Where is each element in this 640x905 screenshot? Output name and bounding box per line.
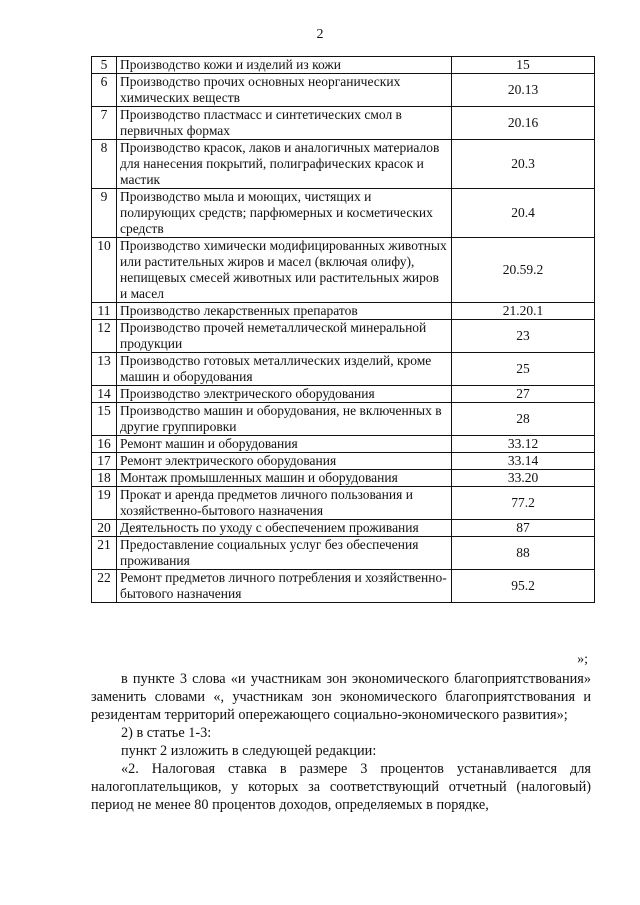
table-row (92, 57, 595, 74)
cell-code: 23 (452, 320, 595, 353)
cell-num: 18 (92, 470, 117, 487)
cell-code: 20.16 (452, 107, 595, 140)
cell-code: 88 (452, 537, 595, 570)
cell-code: 33.20 (452, 470, 595, 487)
table-row (92, 570, 595, 603)
table-row (92, 320, 595, 353)
cell-code: 95.2 (452, 570, 595, 603)
cell-num: 13 (92, 353, 117, 386)
cell-num: 11 (92, 303, 117, 320)
table-row (92, 403, 595, 436)
cell-name: Ремонт машин и оборудования (117, 436, 452, 453)
cell-num: 19 (92, 487, 117, 520)
cell-code: 20.3 (452, 140, 595, 189)
cell-code: 15 (452, 57, 595, 74)
table-row (92, 520, 595, 537)
cell-name: Производство красок, лаков и аналогичных материалов для нанесения покрытий, полиграфических красок и мастик (117, 140, 452, 189)
cell-name: Монтаж промышленных машин и оборудования (117, 470, 452, 487)
cell-num: 22 (92, 570, 117, 603)
cell-name: Прокат и аренда предметов личного пользования и хозяйственно-бытового назначения (117, 487, 452, 520)
table-row (92, 487, 595, 520)
cell-name: Деятельность по уходу с обеспечением проживания (117, 520, 452, 537)
closing-quote: »; (577, 652, 588, 667)
cell-name: Производство машин и оборудования, не включенных в другие группировки (117, 403, 452, 436)
cell-name: Ремонт предметов личного потребления и хозяйственно-бытового назначения (117, 570, 452, 603)
cell-name: Предоставление социальных услуг без обеспечения проживания (117, 537, 452, 570)
cell-name: Производство электрического оборудования (117, 386, 452, 403)
cell-name: Производство лекарственных препаратов (117, 303, 452, 320)
cell-code: 28 (452, 403, 595, 436)
cell-num: 17 (92, 453, 117, 470)
cell-num: 15 (92, 403, 117, 436)
cell-num: 5 (92, 57, 117, 74)
cell-num: 12 (92, 320, 117, 353)
table-row (92, 453, 595, 470)
table-row (92, 238, 595, 303)
table-row (92, 107, 595, 140)
table-row (92, 436, 595, 453)
table-row (92, 386, 595, 403)
paragraph-quote: «2. Налоговая ставка в размере 3 процентов устанавливается для налогоплательщиков, у которых за соответствующий отчетный (налоговый) период не менее 80 процентов доходов, определяемых в порядке, (91, 761, 591, 813)
table-row (92, 303, 595, 320)
cell-num: 21 (92, 537, 117, 570)
cell-name: Ремонт электрического оборудования (117, 453, 452, 470)
cell-num: 6 (92, 74, 117, 107)
cell-name: Производство мыла и моющих, чистящих и полирующих средств; парфюмерных и косметических средств (117, 189, 452, 238)
cell-code: 20.4 (452, 189, 595, 238)
table-row (92, 74, 595, 107)
cell-num: 8 (92, 140, 117, 189)
cell-code: 20.13 (452, 74, 595, 107)
page-number: 2 (316, 27, 324, 42)
table-row (92, 470, 595, 487)
cell-name: Производство кожи и изделий из кожи (117, 57, 452, 74)
cell-code: 87 (452, 520, 595, 537)
cell-num: 14 (92, 386, 117, 403)
cell-num: 10 (92, 238, 117, 303)
cell-num: 9 (92, 189, 117, 238)
paragraph-amendment: в пункте 3 слова «и участникам зон экономического благоприятствования» заменить словами «, участникам зон экономического благоприятствования и резидентам территорий опережающего социально-экономического развития»; (91, 671, 591, 723)
table-row (92, 537, 595, 570)
paragraph-clause: пункт 2 изложить в следующей редакции: (121, 743, 377, 759)
table-row (92, 140, 595, 189)
cell-num: 16 (92, 436, 117, 453)
body-text (91, 670, 591, 814)
cell-code: 21.20.1 (452, 303, 595, 320)
cell-name: Производство химически модифицированных животных или растительных жиров и масел (включая олифу), непищевых смесей животных или растительных жиров и масел (117, 238, 452, 303)
cell-name: Производство прочих основных неорганических химических веществ (117, 74, 452, 107)
cell-code: 27 (452, 386, 595, 403)
cell-code: 20.59.2 (452, 238, 595, 303)
cell-name: Производство готовых металлических изделий, кроме машин и оборудования (117, 353, 452, 386)
cell-num: 20 (92, 520, 117, 537)
cell-code: 33.12 (452, 436, 595, 453)
cell-code: 25 (452, 353, 595, 386)
cell-code: 77.2 (452, 487, 595, 520)
cell-num: 7 (92, 107, 117, 140)
cell-name: Производство прочей неметаллической минеральной продукции (117, 320, 452, 353)
activity-codes-table (91, 56, 595, 603)
paragraph-article: 2) в статье 1-3: (121, 725, 212, 741)
table-row (92, 353, 595, 386)
cell-code: 33.14 (452, 453, 595, 470)
cell-name: Производство пластмасс и синтетических смол в первичных формах (117, 107, 452, 140)
table-row (92, 189, 595, 238)
table-body (92, 57, 595, 603)
